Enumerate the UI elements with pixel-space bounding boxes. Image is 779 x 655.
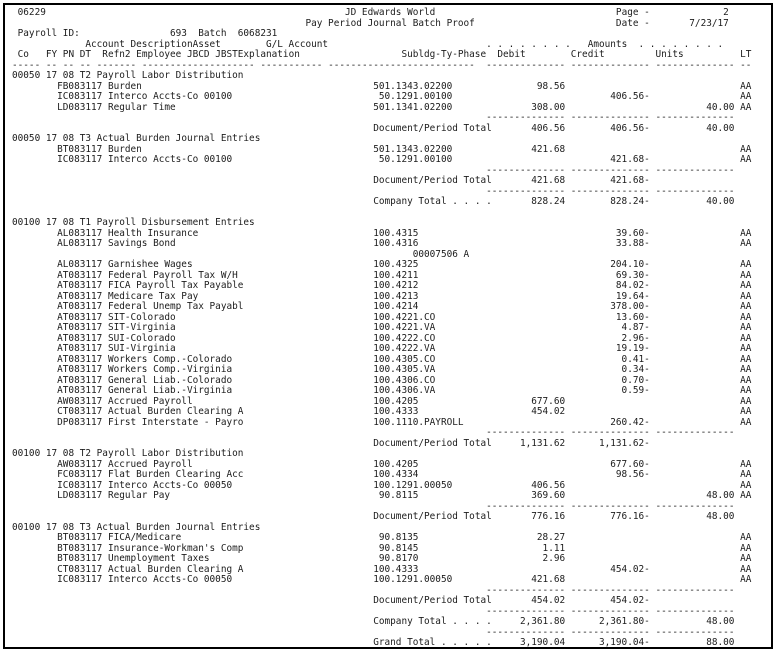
credit-amount: 0.59- <box>621 385 650 396</box>
credit-amount: 4.87- <box>621 322 650 333</box>
gl-account: 100.4334 <box>373 469 419 480</box>
gl-account: 501.1343.02200 <box>373 143 453 155</box>
journal-row <box>12 554 764 565</box>
col-dt: DT <box>79 49 92 60</box>
credit-amount: 421.68- <box>610 154 650 165</box>
grand-total-units: 88.00 <box>706 637 735 648</box>
credit-amount: 2.96- <box>621 332 650 344</box>
credit-amount: 454.02- <box>610 563 650 575</box>
document-period-total-debit: 421.68 <box>531 175 566 186</box>
refn2: BT083117 <box>57 143 103 155</box>
gl-account: 100.4221.CO <box>373 311 436 323</box>
account-description: Actual Burden Clearing A <box>107 406 244 417</box>
report-title: Pay Period Journal Batch Proof <box>305 17 475 29</box>
gl-account: 50.1291.00100 <box>373 91 453 102</box>
section-doc-type: T2 <box>79 70 92 81</box>
gl-account: 100.1291.00050 <box>373 574 453 585</box>
refn2: AT083117 <box>57 322 103 333</box>
section-period: 08 <box>62 133 75 144</box>
refn2: BT083117 <box>57 553 103 564</box>
ledger-type: AA <box>740 532 752 543</box>
ledger-type: AA <box>740 154 752 165</box>
gl-account: 100.4305.VA <box>373 364 436 375</box>
company-total <box>12 617 764 628</box>
company-total-credit: 828.24- <box>610 196 650 207</box>
refn2: AL083117 <box>57 238 103 249</box>
company-total-label: Company Total . . . . <box>373 196 492 207</box>
account-description: Medicare Tax Pay <box>107 290 199 302</box>
account-description: SUI-Colorado <box>107 332 176 344</box>
grand-total <box>12 638 764 649</box>
ledger-type: AA <box>740 101 752 113</box>
section-title: Actual Burden Journal Entries <box>96 521 261 533</box>
refn2: AT083117 <box>57 269 103 281</box>
gl-account: 100.4315 <box>373 227 419 239</box>
col-amounts: Amounts <box>587 38 628 50</box>
ledger-type: AA <box>740 280 752 291</box>
refn2: IC083117 <box>57 154 103 165</box>
gl-account: 100.4214 <box>373 301 419 312</box>
batch-label: Batch <box>198 28 227 39</box>
refn2: FB083117 <box>57 80 103 92</box>
payroll-id-value: 693 <box>170 28 187 39</box>
journal-row <box>12 155 764 166</box>
gl-account: 100.1110.PAYROLL <box>373 416 464 428</box>
section-doc-type: T3 <box>79 521 92 533</box>
refn2: FC083117 <box>57 469 103 480</box>
section-company: 00100 <box>12 521 41 533</box>
account-description: SIT-Colorado <box>107 311 176 323</box>
document-period-total-label: Document/Period Total <box>373 511 492 522</box>
refn2: LD083117 <box>57 490 103 501</box>
grand-total-debit: 3,190.04 <box>519 637 566 648</box>
refn2: AT083117 <box>57 374 103 386</box>
account-description: Interco Accts-Co 00050 <box>107 479 233 491</box>
refn2: CT083117 <box>57 563 103 575</box>
page-label: Page - <box>615 7 650 18</box>
date-value: 7/23/17 <box>689 17 729 29</box>
ledger-type: AA <box>740 406 752 417</box>
credit-amount: 98.56- <box>615 469 650 480</box>
gl-account: 100.4333 <box>373 406 419 417</box>
gl-account: 100.4306.CO <box>373 374 436 386</box>
col-fy: FY <box>45 49 58 60</box>
units-amount: 48.00 <box>706 490 735 501</box>
gl-account: 100.4211 <box>373 269 419 281</box>
gl-account: 100.4205 <box>373 458 419 470</box>
ledger-type: AA <box>740 343 752 354</box>
col-pn: PN <box>62 49 75 60</box>
ledger-type: AA <box>740 322 752 333</box>
units-amount: 40.00 <box>706 101 735 113</box>
section-header <box>12 134 764 145</box>
refn2: BT083117 <box>57 532 103 543</box>
gl-account: 100.4205 <box>373 395 419 407</box>
document-period-total-label: Document/Period Total <box>373 595 492 606</box>
col-employee: Employee <box>136 49 182 60</box>
refn2: AT083117 <box>57 343 103 354</box>
gl-account: 100.4306.VA <box>373 385 436 396</box>
journal-row <box>12 491 764 502</box>
ledger-type: AA <box>740 332 752 344</box>
debit-amount: 421.68 <box>531 143 566 155</box>
ledger-type: AA <box>740 301 752 312</box>
account-description: Flat Burden Clearing Acc <box>107 469 244 480</box>
credit-amount: 260.42- <box>610 416 650 428</box>
amount-separator-rule: -------------- -------------- -------------- <box>12 185 752 197</box>
ledger-type: AA <box>740 458 752 470</box>
section-period: 08 <box>62 448 75 459</box>
document-period-total-debit: 406.56 <box>531 122 566 134</box>
refn2: IC083117 <box>57 91 103 102</box>
grand-total-credit: 3,190.04- <box>598 637 650 648</box>
company-total-credit: 2,361.80- <box>598 616 650 627</box>
col-jbcd: JBCD <box>186 49 210 60</box>
journal-row <box>12 323 764 334</box>
journal-row <box>12 533 764 544</box>
col-account-description: Account Description <box>85 38 193 50</box>
refn2: IC083117 <box>57 574 103 585</box>
journal-row <box>12 365 764 376</box>
account-description: Interco Accts-Co 00050 <box>107 574 233 585</box>
amounts-dots-left: . . . . . . . . <box>486 38 571 50</box>
credit-amount: 84.02- <box>615 280 650 291</box>
credit-amount: 69.30- <box>615 269 650 281</box>
account-description: Workers Comp.-Virginia <box>107 364 233 375</box>
journal-row <box>12 575 764 586</box>
refn2: AL083117 <box>57 227 103 239</box>
company-total-units: 48.00 <box>706 616 735 627</box>
col-co: Co <box>17 49 29 60</box>
debit-amount: 308.00 <box>531 101 566 113</box>
document-period-total-label: Document/Period Total <box>373 437 492 449</box>
col-debit: Debit <box>497 49 526 60</box>
gl-account: 100.4333 <box>373 563 419 575</box>
account-description: FICA Payroll Tax Payable <box>107 280 244 291</box>
account-description: Interco Accts-Co 00100 <box>107 91 233 102</box>
section-fiscal-year: 17 <box>45 217 58 228</box>
gl-account: 90.8135 <box>373 532 419 543</box>
refn2: DP083117 <box>57 416 103 428</box>
ledger-type: AA <box>740 385 752 396</box>
gl-account: 100.4305.CO <box>373 353 436 365</box>
document-period-total <box>12 512 764 523</box>
col-asset: Asset <box>192 38 221 50</box>
document-period-total-credit: 421.68- <box>610 175 650 186</box>
section-header <box>12 71 764 82</box>
credit-amount: 0.70- <box>621 374 650 386</box>
debit-amount: 677.60 <box>531 395 566 407</box>
journal-row <box>12 407 764 418</box>
page-border <box>3 3 773 649</box>
debit-amount: 98.56 <box>536 80 566 92</box>
section-period: 08 <box>62 70 75 81</box>
account-description: SUI-Virginia <box>107 343 176 354</box>
col-subldg-ty-phase: Subldg-Ty-Phase <box>401 49 487 60</box>
credit-amount: 19.64- <box>615 290 650 302</box>
debit-amount: 1.11 <box>542 542 566 554</box>
refn2: AT083117 <box>57 290 103 302</box>
ledger-type: AA <box>740 395 752 407</box>
journal-row <box>12 239 764 250</box>
header-line-1 <box>12 8 764 19</box>
section-period: 08 <box>62 521 75 533</box>
account-description: Regular Pay <box>107 490 171 501</box>
section-title: Payroll Labor Distribution <box>96 70 244 81</box>
section-fiscal-year: 17 <box>45 133 58 144</box>
account-description: Unemployment Taxes <box>107 553 210 564</box>
account-description: Accrued Payroll <box>107 458 193 470</box>
col-lt: LT <box>740 49 752 60</box>
report-body <box>12 8 764 649</box>
gl-account: 100.4213 <box>373 290 419 302</box>
gl-account: 501.1341.02200 <box>373 101 453 113</box>
document-period-total-credit: 454.02- <box>610 595 650 606</box>
ledger-type: AA <box>740 259 752 270</box>
credit-amount: 0.34- <box>621 364 650 375</box>
system-title: JD Edwards World <box>345 7 436 18</box>
journal-row <box>12 386 764 397</box>
ledger-type: AA <box>740 311 752 323</box>
page-number: 2 <box>723 7 729 18</box>
debit-amount: 406.56 <box>531 479 566 491</box>
ledger-type: AA <box>740 91 752 102</box>
document-period-total <box>12 176 764 187</box>
refn2: AT083117 <box>57 364 103 375</box>
section-header <box>12 218 764 229</box>
batch-number: 6068231 <box>237 28 278 39</box>
account-description: FICA/Medicare <box>107 532 182 543</box>
document-period-total-debit: 776.16 <box>531 511 566 522</box>
account-description: Garnishee Wages <box>107 259 193 270</box>
ledger-type: AA <box>740 416 752 428</box>
refn2: CT083117 <box>57 406 103 417</box>
section-company: 00050 <box>12 133 41 144</box>
company-total-debit: 2,361.80 <box>519 616 566 627</box>
credit-amount: 378.00- <box>610 301 650 312</box>
section-fiscal-year: 17 <box>45 448 58 459</box>
debit-amount: 421.68 <box>531 574 566 585</box>
col-gl-account: G/L Account <box>265 38 329 50</box>
account-description: Federal Unemp Tax Payabl <box>107 301 244 312</box>
credit-amount: 39.60- <box>615 227 650 239</box>
col-jbst: JBST <box>215 49 238 60</box>
account-description: Savings Bond <box>107 238 176 249</box>
ledger-type: AA <box>740 374 752 386</box>
ledger-type: AA <box>740 290 752 302</box>
gl-account: 100.4316 <box>373 238 419 249</box>
section-period: 08 <box>62 217 75 228</box>
refn2: AT083117 <box>57 311 103 323</box>
gl-account: 100.4212 <box>373 280 419 291</box>
amount-separator-rule: -------------- -------------- -------------- <box>12 164 752 176</box>
section-header <box>12 449 764 460</box>
debit-amount: 28.27 <box>536 532 566 543</box>
amount-separator-rule: -------------- -------------- -------------- <box>12 605 752 617</box>
section-title: Actual Burden Journal Entries <box>96 133 261 144</box>
ledger-type: AA <box>740 353 752 365</box>
ledger-type: AA <box>740 269 752 281</box>
account-description: General Liab.-Virginia <box>107 385 233 396</box>
account-description: Interco Accts-Co 00100 <box>107 154 233 165</box>
document-period-total-label: Document/Period Total <box>373 175 492 186</box>
account-description: Actual Burden Clearing A <box>107 563 244 575</box>
refn2: BT083117 <box>57 542 103 554</box>
refn2: AT083117 <box>57 353 103 365</box>
report-lines <box>12 71 764 649</box>
company-total-debit: 828.24 <box>531 196 566 207</box>
refn2: AT083117 <box>57 280 103 291</box>
section-title: Payroll Labor Distribution <box>96 448 244 459</box>
credit-amount: 19.19- <box>615 343 650 354</box>
grand-total-label: Grand Total . . . . . <box>373 637 492 648</box>
debit-amount: 454.02 <box>531 406 566 417</box>
refn2: AT083117 <box>57 385 103 396</box>
gl-account: 100.4221.VA <box>373 322 436 333</box>
ledger-type: AA <box>740 563 752 575</box>
account-description: Regular Time <box>107 101 176 113</box>
account-description: Federal Payroll Tax W/H <box>107 269 238 281</box>
document-period-total-debit: 1,131.62 <box>519 437 566 449</box>
document-period-total-debit: 454.02 <box>531 595 566 606</box>
ledger-type: AA <box>740 364 752 375</box>
journal-row <box>12 302 764 313</box>
ledger-type: AA <box>740 553 752 564</box>
credit-amount: 0.41- <box>621 353 650 365</box>
account-description: Accrued Payroll <box>107 395 193 407</box>
payroll-id-label: Payroll ID: <box>17 28 80 39</box>
refn2: AT083117 <box>57 332 103 344</box>
ledger-type: AA <box>740 542 752 554</box>
subledger-value: 00007506 A <box>412 248 470 260</box>
gl-account: 100.4325 <box>373 259 419 270</box>
account-description: Insurance-Workman's Comp <box>107 542 244 554</box>
gl-account: 90.8115 <box>373 490 419 501</box>
document-period-total <box>12 596 764 607</box>
gl-account: 100.1291.00050 <box>373 479 453 491</box>
company-total <box>12 197 764 208</box>
refn2: IC083117 <box>57 479 103 491</box>
section-company: 00050 <box>12 70 41 81</box>
section-fiscal-year: 17 <box>45 521 58 533</box>
amounts-dots-right: . . . . . . . . <box>638 38 724 50</box>
credit-amount: 406.56- <box>610 91 650 102</box>
account-description: First Interstate - Payro <box>107 416 244 428</box>
account-description: SIT-Virginia <box>107 322 176 333</box>
col-units: Units <box>655 49 684 60</box>
col-credit: Credit <box>570 49 605 60</box>
credit-amount: 677.60- <box>610 458 650 470</box>
account-description: General Liab.-Colorado <box>107 374 233 386</box>
document-period-total-units: 40.00 <box>706 122 735 134</box>
payroll-id-line <box>12 29 764 40</box>
ledger-type: AA <box>740 479 752 491</box>
document-period-total-label: Document/Period Total <box>373 122 492 134</box>
col-refn2: Refn2 <box>102 49 131 60</box>
journal-row <box>12 92 764 103</box>
company-total-units: 40.00 <box>706 196 735 207</box>
account-description: Burden <box>107 143 142 155</box>
gl-account: 90.8145 <box>373 542 419 554</box>
refn2: AT083117 <box>57 301 103 312</box>
refn2: AW083117 <box>57 395 103 407</box>
debit-amount: 369.60 <box>531 490 566 501</box>
amount-separator-rule: -------------- -------------- -------------- <box>12 112 752 123</box>
document-period-total-credit: 1,131.62- <box>598 437 650 449</box>
account-description: Health Insurance <box>107 227 199 239</box>
date-label: Date - <box>615 17 650 29</box>
journal-row <box>12 281 764 292</box>
refn2: AW083117 <box>57 458 103 470</box>
credit-amount: 33.88- <box>615 238 650 249</box>
ledger-type: AA <box>740 574 752 585</box>
section-doc-type: T2 <box>79 448 92 459</box>
refn2: AL083117 <box>57 259 103 270</box>
amount-separator-rule: -------------- -------------- -------------- <box>12 626 752 638</box>
ledger-type: AA <box>740 143 752 155</box>
section-doc-type: T3 <box>79 133 92 144</box>
section-fiscal-year: 17 <box>45 70 58 81</box>
amount-separator-rule: -------------- -------------- -------------- <box>12 584 752 596</box>
credit-amount: 13.60- <box>615 311 650 323</box>
gl-account: 100.4222.VA <box>373 343 436 354</box>
document-period-total-credit: 776.16- <box>610 511 650 522</box>
ledger-type: AA <box>740 80 752 92</box>
journal-row <box>12 260 764 271</box>
gl-account: 100.4222.CO <box>373 332 436 344</box>
journal-row <box>12 344 764 355</box>
section-company: 00100 <box>12 217 41 228</box>
section-doc-type: T1 <box>79 217 92 228</box>
amount-separator-rule: -------------- -------------- -------------- <box>12 500 752 512</box>
ledger-type: AA <box>740 490 752 501</box>
refn2: LD083117 <box>57 101 103 113</box>
document-period-total-units: 48.00 <box>706 511 735 522</box>
account-description: Workers Comp.-Colorado <box>107 353 233 365</box>
section-company: 00100 <box>12 448 41 459</box>
journal-row <box>12 470 764 481</box>
ledger-type: AA <box>740 238 752 249</box>
form-number: 06229 <box>17 7 46 18</box>
debit-amount: 2.96 <box>542 553 566 564</box>
amount-separator-rule: -------------- -------------- -------------- <box>12 427 752 438</box>
gl-account: 90.8170 <box>373 553 419 564</box>
company-total-label: Company Total . . . . <box>373 616 492 627</box>
account-description: Burden <box>107 80 142 92</box>
ledger-type: AA <box>740 227 752 239</box>
column-ruler: ----- -- -- -- ------- -------------------- ----------- -------------------------- -------------- -------------- -------------- -- <box>12 59 752 71</box>
section-title: Payroll Disbursement Entries <box>96 217 255 228</box>
credit-amount: 204.10- <box>610 259 650 270</box>
header-line-2 <box>12 19 764 30</box>
document-period-total-credit: 406.56- <box>610 122 650 134</box>
column-header <box>12 50 764 61</box>
ledger-type: AA <box>740 469 752 480</box>
col-explanation: Explanation <box>237 49 300 60</box>
gl-account: 50.1291.00100 <box>373 154 453 165</box>
gl-account: 501.1343.02200 <box>373 80 453 92</box>
